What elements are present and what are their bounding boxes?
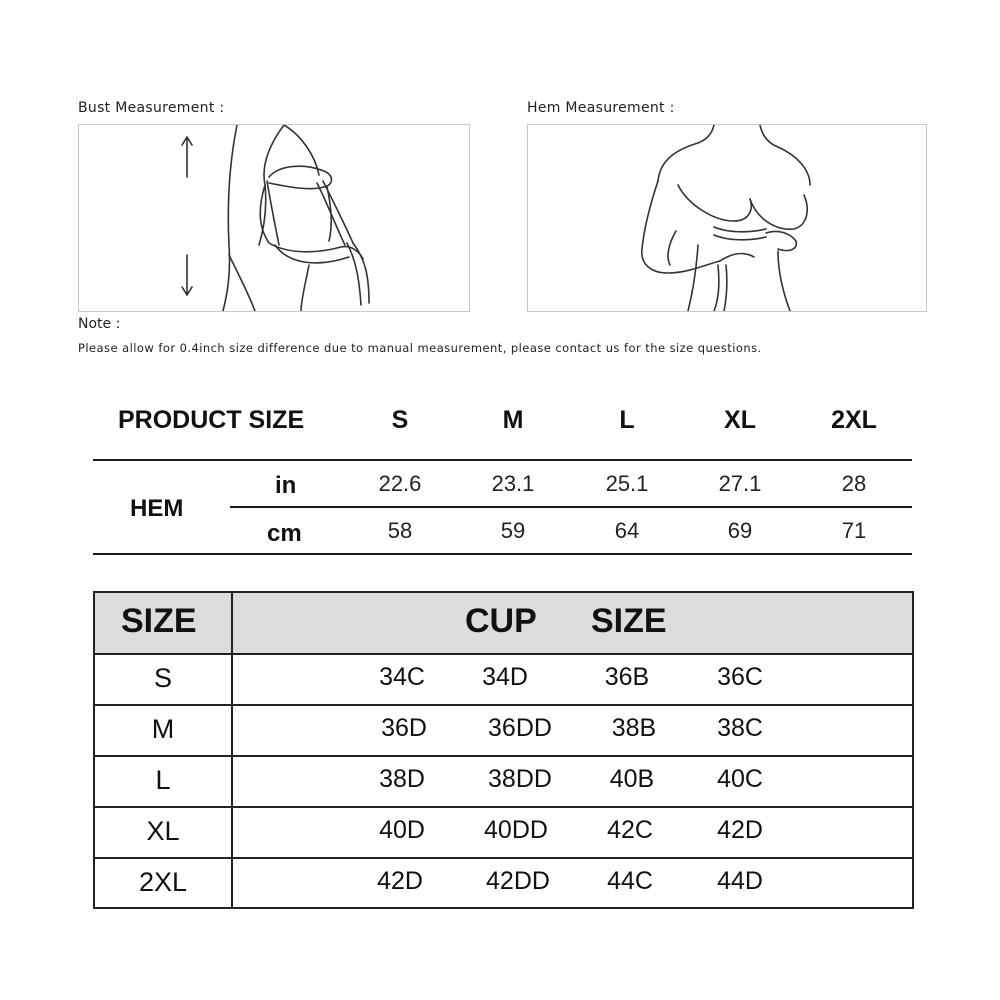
hem-cm-s: 58 — [387, 518, 413, 543]
cup-table-cup-size-header: SIZE — [591, 602, 667, 640]
cup-table-divider — [231, 593, 233, 907]
cup-value: 42C — [607, 816, 653, 844]
table-bottom-rule — [93, 553, 912, 555]
unit-label-in: in — [275, 472, 297, 499]
cup-value: 40D — [379, 816, 425, 844]
size-header-s: S — [391, 406, 409, 434]
cup-value: 38C — [717, 714, 763, 742]
size-header-l: L — [619, 406, 635, 434]
hem-in-m: 23.1 — [491, 471, 535, 496]
cup-value: 36B — [604, 663, 650, 691]
cup-value: 40B — [609, 765, 655, 793]
cup-value: 36DD — [488, 714, 552, 742]
cup-value: 42D — [717, 816, 763, 844]
hem-in-2xl: 28 — [841, 471, 867, 496]
hem-measurement-caption: Hem Measurement : — [527, 100, 675, 116]
cup-value: 40DD — [484, 816, 548, 844]
table-top-rule — [93, 459, 912, 461]
size-header-xl: XL — [724, 406, 756, 434]
hem-cm-m: 59 — [500, 518, 526, 543]
cup-row-size: M — [151, 714, 175, 744]
cup-size-table — [93, 591, 914, 909]
unit-label-cm: cm — [267, 520, 302, 547]
cup-value: 44C — [607, 867, 653, 895]
hem-measurement-illustration — [527, 124, 927, 312]
cup-value: 36C — [717, 663, 763, 691]
size-header-2xl: 2XL — [831, 406, 877, 434]
cup-row-size: S — [153, 663, 172, 693]
cup-value: 40C — [717, 765, 763, 793]
cup-value: 44D — [717, 867, 763, 895]
row-rule — [95, 755, 912, 757]
row-rule — [95, 806, 912, 808]
cup-value: 38B — [611, 714, 657, 742]
note-text: Please allow for 0.4inch size difference due to manual measurement, please contact us for the size questions. — [78, 341, 762, 355]
size-header-m: M — [502, 406, 524, 434]
row-rule — [95, 857, 912, 859]
cup-value: 42DD — [486, 867, 550, 895]
hem-cm-l: 64 — [614, 518, 640, 543]
hem-cm-xl: 69 — [727, 518, 753, 543]
cup-value: 34D — [482, 663, 528, 691]
cup-row-size: XL — [146, 816, 180, 846]
bust-measurement-illustration — [78, 124, 470, 312]
note-title: Note : — [78, 316, 121, 332]
row-rule — [95, 704, 912, 706]
cup-table-size-header: SIZE — [121, 602, 197, 640]
cup-row-size: L — [155, 765, 171, 795]
hem-in-l: 25.1 — [605, 471, 649, 496]
row-rule — [95, 653, 912, 655]
hem-in-s: 22.6 — [378, 471, 422, 496]
hem-row-label: HEM — [130, 495, 184, 522]
cup-value: 36D — [381, 714, 427, 742]
cup-value: 34C — [379, 663, 425, 691]
product-size-header: PRODUCT SIZE — [118, 406, 305, 434]
cup-value: 42D — [377, 867, 423, 895]
cup-value: 38D — [379, 765, 425, 793]
hem-in-xl: 27.1 — [718, 471, 762, 496]
table-mid-rule — [230, 506, 912, 508]
hem-cm-2xl: 71 — [841, 518, 867, 543]
cup-table-cup-header: CUP — [465, 602, 537, 640]
bust-measurement-caption: Bust Measurement : — [78, 100, 225, 116]
cup-row-size: 2XL — [138, 867, 188, 897]
cup-value: 38DD — [488, 765, 552, 793]
